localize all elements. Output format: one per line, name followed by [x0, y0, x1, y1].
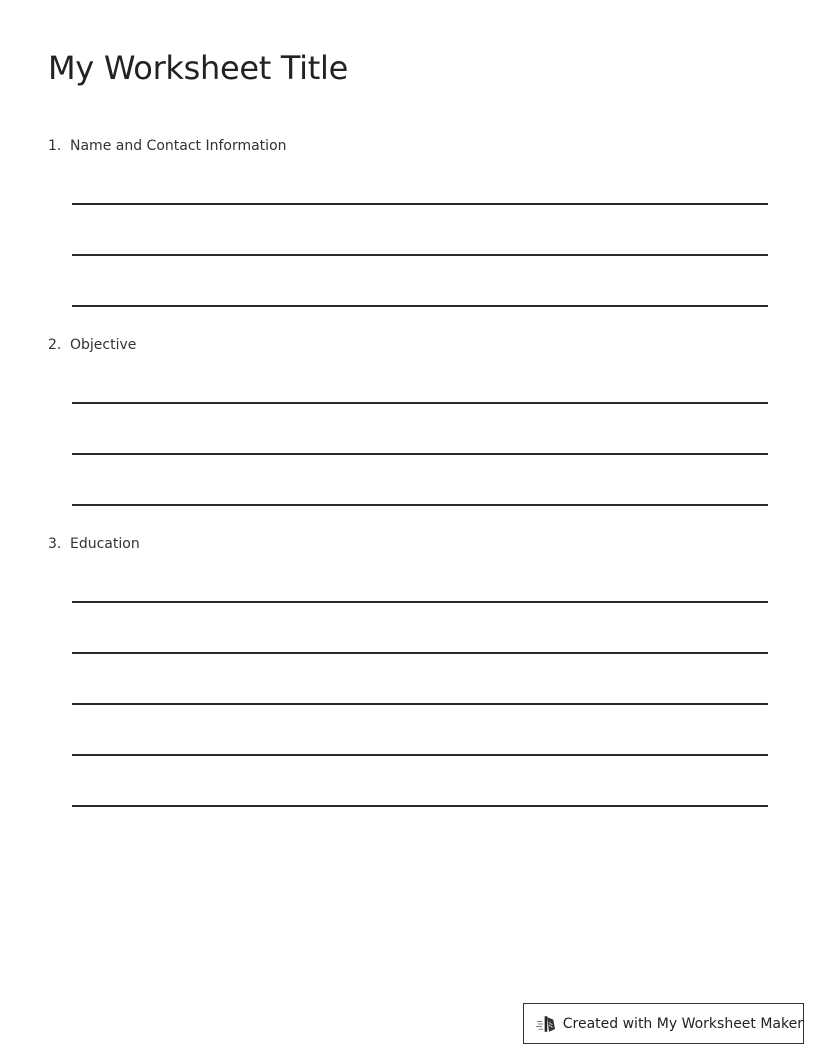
- question-number: 2.: [48, 337, 62, 353]
- question-label: [48, 136, 287, 156]
- question-label: [48, 335, 136, 355]
- question-label: [48, 534, 140, 554]
- answer-line[interactable]: [72, 601, 768, 603]
- answer-line[interactable]: [72, 254, 768, 256]
- question-number: 3.: [48, 536, 62, 552]
- question-text: Name and Contact Information: [70, 138, 287, 154]
- question-text: Objective: [70, 337, 137, 353]
- answer-line[interactable]: [72, 504, 768, 506]
- answer-line[interactable]: [72, 402, 768, 404]
- answer-line[interactable]: [72, 703, 768, 705]
- answer-line[interactable]: [72, 754, 768, 756]
- answer-line[interactable]: [72, 305, 768, 307]
- answer-line[interactable]: [72, 652, 768, 654]
- answer-line[interactable]: [72, 805, 768, 807]
- question-text: Education: [70, 536, 140, 552]
- question-number: 1.: [48, 138, 62, 154]
- question-2: [48, 335, 768, 507]
- created-with-badge[interactable]: [523, 1003, 804, 1044]
- question-3: [48, 534, 768, 808]
- answer-line[interactable]: [72, 453, 768, 455]
- worksheet-title: My Worksheet Title: [48, 49, 348, 87]
- worksheet-maker-logo-icon: [536, 1013, 557, 1035]
- answer-line[interactable]: [72, 203, 768, 205]
- question-1: [48, 136, 768, 308]
- footer-text: Created with My Worksheet Maker: [562, 1015, 803, 1032]
